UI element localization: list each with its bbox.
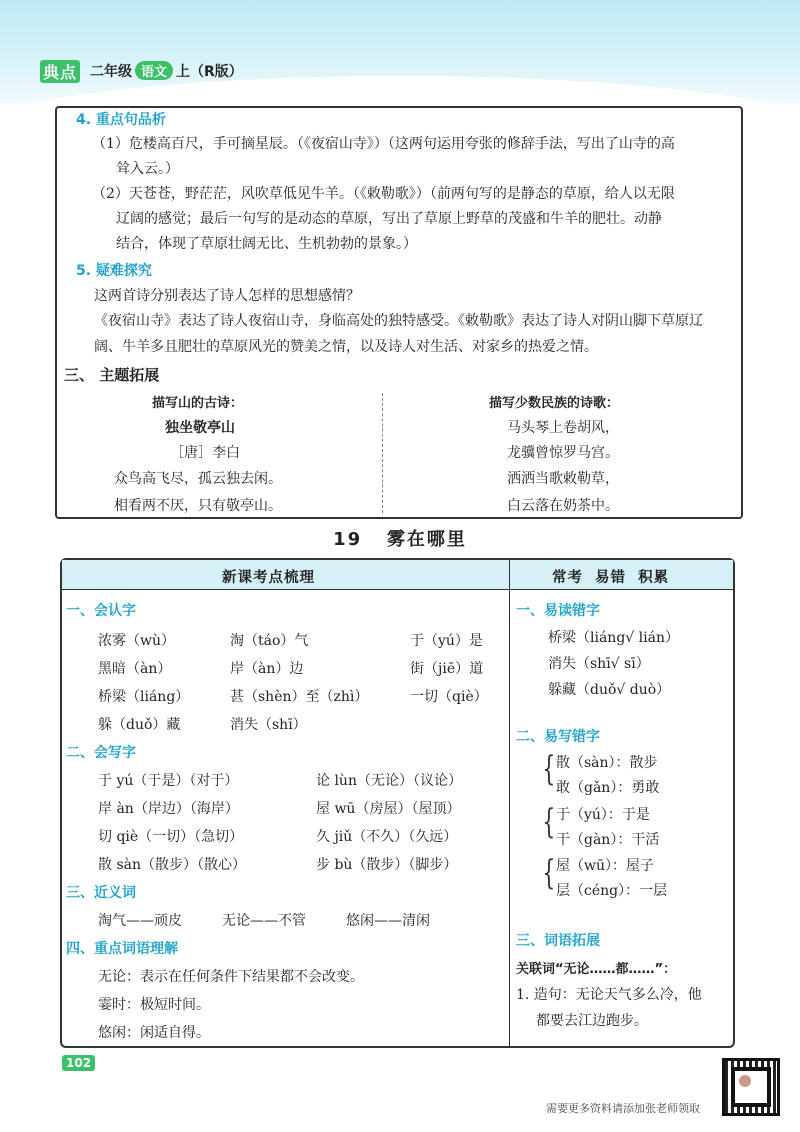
write-item: 论 lùn（无论）（议论） [316,773,462,789]
inquiry-answer-line-1: 《夜宿山寺》表达了诗人夜宿山寺，身临高处的独特感受。《敕勒歌》表达了诗人对阴山脚下草原辽 [94,313,703,329]
sentence-2-line-2: 辽阔的感觉；最后一句写的是动态的草原，写出了草原上野草的茂盛和牛羊的肥壮。动静 [116,211,662,227]
column-divider [382,393,383,513]
char-item: 于（yú）是 [410,633,483,649]
synonym-pair: 悠闲——清闲 [346,913,430,929]
char-item: 甚（shèn）至（zhì） [230,689,369,705]
brace-icon: { [542,749,556,789]
brand-logo: 典点 [40,60,80,83]
section-key-sentences-title: 4. 重点句品析 [76,112,166,128]
miswritten-item: 层（céng）：一层 [556,883,668,899]
brace-icon: { [542,802,556,842]
poem-line: 洒洒当歌敕勒草， [507,471,619,487]
footer-note: 需要更多资料请添加张老师领取 [546,1102,700,1115]
brace-icon: { [542,853,556,893]
miswritten-item: 散（sàn）：散步 [556,755,658,771]
lesson-number: 19 [333,529,363,550]
poem-line: 众鸟高飞尽，孤云独去闲。 [114,471,282,487]
write-item: 切 qiè（一切）（急切） [98,829,244,845]
term-text: 上（R版） [176,64,243,80]
write-item: 岸 àn（岸边）（海岸） [98,801,239,817]
poem-author: ［唐］李白 [170,445,240,461]
word-extension-title: 三、词语拓展 [516,933,600,949]
miswritten-item: 敢（gǎn）：勇敢 [556,780,660,796]
miswritten-chars-title: 二、易写错字 [516,729,600,745]
char-item: 躲（duǒ）藏 [98,717,181,733]
misread-item: 躲藏（duǒ√ duò） [548,682,671,698]
lesson-name: 雾在哪里 [386,529,467,550]
lesson-points-header [62,560,733,590]
inquiry-answer-line-2: 阔、牛羊多且肥壮的草原风光的赞美之情，以及诗人对生活、对家乡的热爱之情。 [94,339,598,355]
char-item: 街（jiē）道 [410,661,484,677]
section-inquiry-title: 5. 疑难探究 [76,263,152,279]
poem-line: 马头琴上卷胡风， [507,420,619,436]
write-item: 步 bù（散步）（脚步） [316,857,458,873]
write-item: 久 jiǔ（不久）（久远） [316,829,458,845]
poem-title: 独坐敬亭山 [165,420,235,436]
poem-line: 相看两不厌，只有敬亭山。 [114,498,282,514]
char-item: 岸（àn）边 [230,661,304,677]
misread-item: 桥梁（liáng√ lián） [548,630,679,646]
word-definition: 悠闲：闲适自得。 [98,1025,210,1041]
synonym-pair: 无论——不管 [222,913,306,929]
example-sentence-line-1: 1. 造句：无论天气多么冷，他 [516,987,702,1003]
char-item: 桥梁（liáng） [98,689,190,705]
example-sentence-line-2: 都要去江边跑步。 [536,1013,648,1029]
grade-label [90,61,243,81]
misread-chars-title: 一、易读错字 [516,603,600,619]
char-item: 黑暗（àn） [98,661,172,677]
synonyms-title: 三、近义词 [66,885,136,901]
sentence-2-line-1: （2）天苍苍，野茫茫，风吹草低见牛羊。（《敕勒歌》）（前两句写的是静态的草原，给人以无限 [92,186,675,202]
theme-extension-title: 三、 主题拓展 [64,366,160,384]
synonym-pair: 淘气——顽皮 [98,913,182,929]
sentence-2-line-3: 结合，体现了草原壮阔无比、生机勃勃的景象。） [116,236,417,252]
word-definition: 霎时：极短时间。 [98,997,210,1013]
key-words-title: 四、重点词语理解 [66,941,178,957]
write-chars-title: 二、会写字 [66,745,136,761]
accumulation-header: 常考 易错 积累 [552,570,670,586]
char-item: 消失（shī） [230,717,307,733]
subject-badge: 语文 [135,61,173,80]
char-item: 一切（qiè） [410,689,488,705]
conjunction-label: 关联词“无论……都……”： [516,962,677,977]
inquiry-question: 这两首诗分别表达了诗人怎样的思想感情？ [94,288,360,304]
teacher-avatar [739,1075,751,1087]
miswritten-item: 干（gàn）：干活 [556,832,660,848]
lesson-title [0,525,800,551]
poem-line: 白云落在奶茶中。 [507,498,619,514]
new-lesson-header: 新课考点梳理 [222,570,315,586]
miswritten-item: 于（yú）：于是 [556,807,650,823]
word-definition: 无论：表示在任何条件下结果都不会改变。 [98,969,364,985]
char-item: 淘（táo）气 [230,633,309,649]
write-item: 屋 wū（房屋）（屋顶） [316,801,461,817]
mountain-poems-heading: 描写山的古诗： [152,396,244,411]
recognize-chars-title: 一、会认字 [66,603,136,619]
misread-item: 消失（shī√ sī） [548,656,650,672]
miswritten-item: 屋（wū）：屋子 [556,858,654,874]
write-item: 散 sàn（散步）（散心） [98,857,246,873]
char-item: 浓雾（wù） [98,633,175,649]
qr-code-icon [722,1058,780,1116]
sentence-1-line-2: 耸入云。） [116,161,179,177]
qr-code-center [731,1067,771,1107]
sentence-1-line-1: （1）危楼高百尺，手可摘星辰。（《夜宿山寺》）（这两句运用夸张的修辞手法，写出了山寺的高 [92,136,675,152]
ethnic-poems-heading: 描写少数民族的诗歌： [489,396,620,411]
page-number: 102 [62,1055,95,1071]
write-item: 于 yú（于是）（对于） [98,773,239,789]
grade-text: 二年级 [90,64,132,80]
poem-line: 龙骥曾惊罗马宫。 [507,445,619,461]
column-separator [509,560,510,1046]
